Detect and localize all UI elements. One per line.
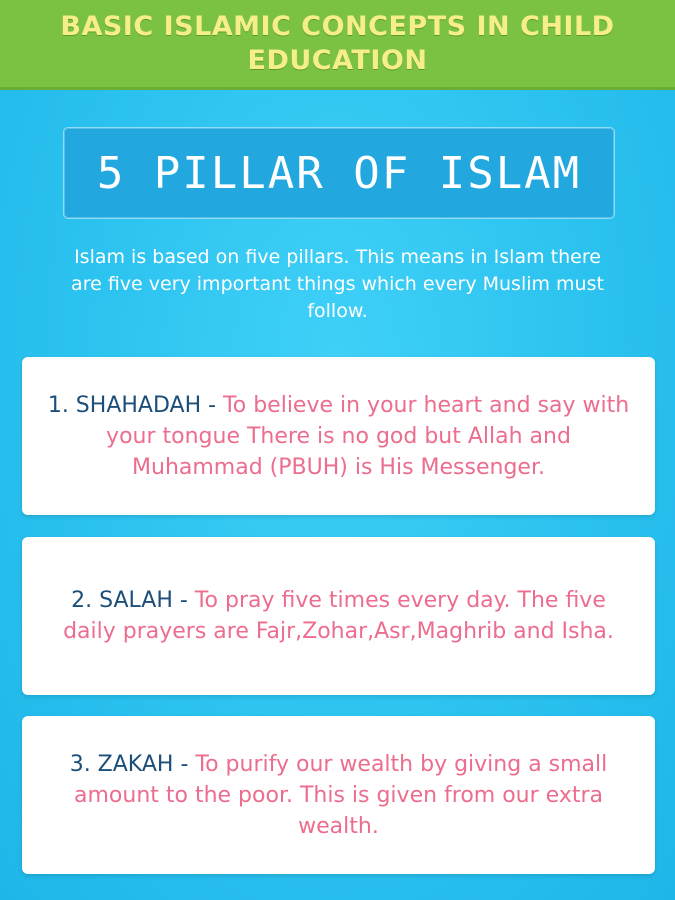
pillar-text bbox=[46, 390, 631, 483]
pillar-description: To pray five times every day. The five daily prayers are Fajr,Zohar,Asr,Maghrib and Isha. bbox=[63, 588, 614, 644]
section-heading-box bbox=[63, 127, 615, 219]
intro-text: Islam is based on five pillars. This means in Islam there are five very important things which every Muslim must follow. bbox=[71, 246, 604, 322]
pillar-name: 3. ZAKAH bbox=[69, 751, 174, 777]
top-bar bbox=[0, 0, 675, 90]
pillar-card-shahadah bbox=[22, 357, 655, 515]
pillar-text bbox=[46, 585, 631, 647]
pillar-name: 2. SALAH bbox=[71, 588, 173, 613]
pillar-card-zakah bbox=[22, 716, 655, 874]
pillar-separator: - bbox=[173, 751, 196, 777]
pillar-separator: - bbox=[172, 588, 195, 613]
pillar-description: To believe in your heart and say with your tongue There is no god but Allah and Muhammad (PBUH) is His Messenger. bbox=[106, 392, 630, 480]
pillar-name: 1. SHAHADAH bbox=[47, 392, 202, 418]
pillar-card-salah bbox=[22, 537, 655, 695]
section-heading: 5 PILLAR OF ISLAM bbox=[96, 147, 582, 199]
pillar-separator: - bbox=[201, 392, 224, 418]
pillar-description: To purify our wealth by giving a small amount to the poor. This is given from our extra wealth. bbox=[74, 751, 608, 839]
app-title: BASIC ISLAMIC CONCEPTS IN CHILD EDUCATION bbox=[60, 10, 615, 76]
pillar-text bbox=[46, 749, 631, 842]
